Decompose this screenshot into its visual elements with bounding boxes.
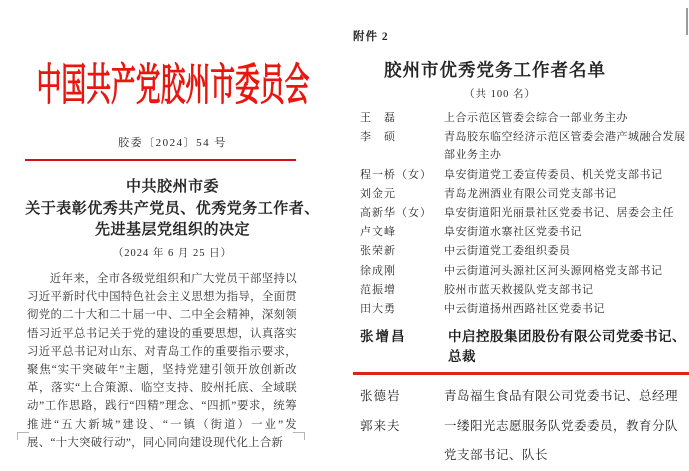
awardee-position: 上合示范区管委会综合一部业务主办 [444, 112, 628, 124]
red-divider-line [25, 159, 296, 161]
awardee-position: 中云街道河头源社区河头源网格党支部书记 [444, 264, 663, 277]
doc-title-line-2: 关于表彰优秀共产党员、优秀党务工作者、 [25, 200, 320, 217]
right-page [345, 0, 689, 463]
awardee-position: 阜安街道党工委宣传委员、机关党支部书记 [444, 168, 663, 181]
org-title-wrap [0, 50, 345, 110]
awardee-position: 青岛龙洲酒业有限公司党支部书记 [444, 187, 617, 200]
margin-corner-mark-left [17, 432, 29, 440]
body-paragraph: 近年来，全市各级党组织和广大党员干部坚持以习近平新时代中国特色社会主义思想为指导，全面贯彻党的二十大和二十届一中、二中全会精神，深刻领悟习近平总书记关于党的建设的重要思想，认真落实习近平总书记对山东、对青岛工作的重要指示要求，聚焦“实干突破年”主题，坚持党建引领开放创新改革，落实“上合策源、临空支持、胶州托底、全域联动”工作思路，践行“四精”理念、“四抓”要求，统筹推进“五大新城”建设、“一镇（街道）一业”发展、“十大突破行动”，同心同向建设现代化上合新 [27, 273, 297, 449]
awardee-name: 张荣新 [360, 245, 396, 258]
doc-date: （2024 年 6 月 25 日） [112, 248, 233, 259]
doc-title-line-3: 先进基层党组织的决定 [94, 222, 250, 238]
awardee-name: 王 磊 [360, 112, 396, 124]
list-item [360, 242, 689, 260]
awardee-position: 中云街道扬州西路社区党委书记 [444, 303, 605, 316]
awardee-name: 高新华（女） [360, 207, 432, 220]
awardee-position: 青岛胶东临空经济示范区管委会港产城融合发展部业务主办 [444, 131, 686, 162]
awardee-name: 卢文峰 [360, 226, 396, 239]
doc-title [0, 177, 345, 242]
doc-title-line-1: 中共胶州市委 [125, 179, 219, 195]
list-item [360, 300, 689, 318]
list-item [360, 223, 689, 241]
org-title: 中国共产党胶州市委员会 [36, 59, 309, 110]
awardee-list [360, 109, 689, 471]
awardee-name: 郭来夫 [360, 419, 401, 434]
awardee-name: 范振增 [360, 283, 396, 296]
attachment-label: 附件 2 [353, 31, 389, 43]
page-edge-line [686, 8, 688, 35]
list-item [360, 109, 689, 127]
awardee-name: 刘金元 [360, 187, 396, 200]
list-title: 胶州市优秀党务工作者名单 [384, 60, 606, 80]
list-item [360, 166, 689, 184]
awardee-name: 田大勇 [360, 303, 396, 316]
awardee-name: 张增昌 [360, 329, 407, 345]
awardee-name: 程一桥（女） [360, 168, 432, 181]
awardee-position: 青岛福生食品有限公司党委书记、总经理 [444, 389, 679, 404]
list-item [360, 412, 689, 470]
margin-corner-mark-right [293, 432, 305, 440]
list-item [360, 204, 689, 222]
awardee-position: 一缕阳光志愿服务队党委委员，教育分队党支部书记、队长 [444, 419, 679, 463]
list-item [353, 327, 689, 375]
list-item [360, 281, 689, 299]
awardee-position: 阜安街道水寨社区党委书记 [444, 226, 582, 239]
list-item [360, 128, 689, 164]
list-item [360, 382, 689, 411]
awardee-name: 李 硕 [360, 131, 396, 144]
awardee-position: 中云街道党工委组织委员 [444, 245, 571, 258]
awardee-position: 阜安街道阳光丽景社区党委书记、居委会主任 [444, 207, 674, 220]
awardee-position: 中启控股集团股份有限公司党委书记、总裁 [448, 329, 686, 365]
list-item [360, 262, 689, 280]
left-page [0, 0, 345, 453]
awardee-name: 张德岩 [360, 389, 401, 404]
count-label: （共 100 名） [464, 89, 536, 100]
awardee-name: 徐成刚 [360, 264, 396, 277]
list-item [360, 185, 689, 203]
awardee-position: 胶州市蓝天救援队党支部书记 [444, 283, 594, 296]
doc-number: 胶委〔2024〕54 号 [118, 137, 227, 149]
